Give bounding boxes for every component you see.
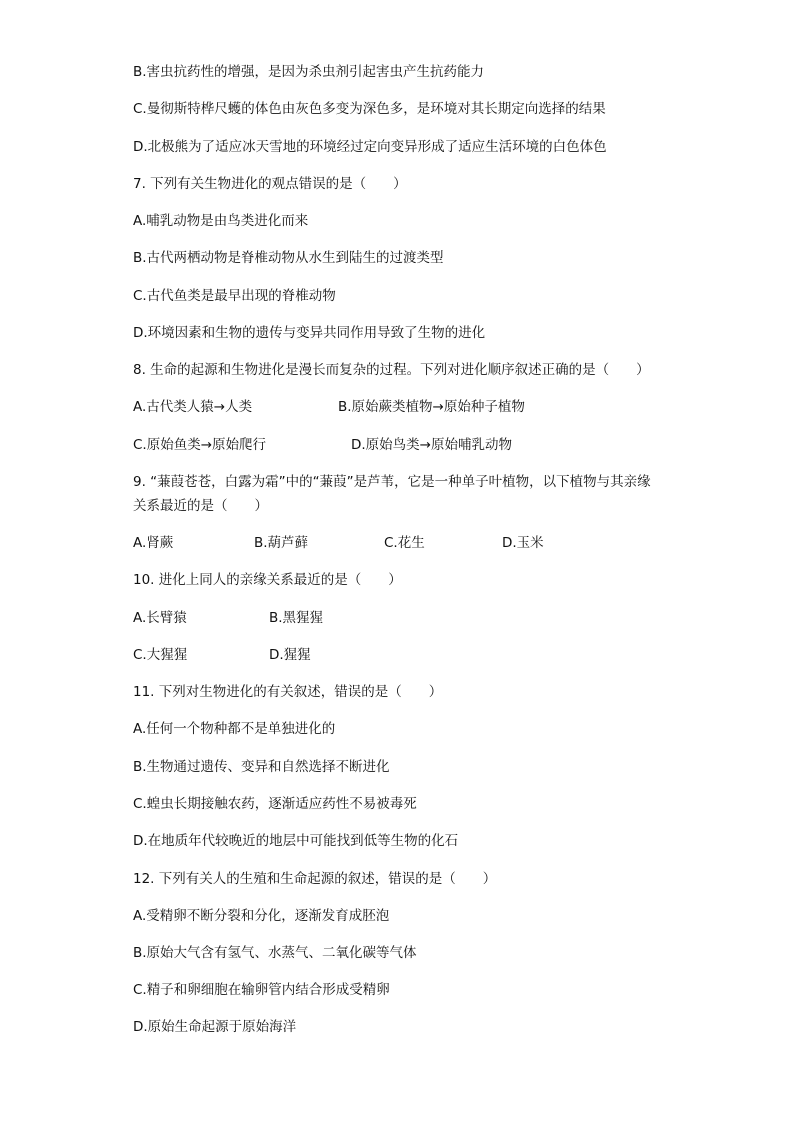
q11-option-a: A.任何一个物种都不是单独进化的 [133,721,336,737]
q7-stem: 7. 下列有关生物进化的观点错误的是（ ） [133,176,407,192]
q7-option-b: B.古代两栖动物是脊椎动物从水生到陆生的过渡类型 [133,250,444,266]
q8-option-b: B.原始蕨类植物→原始种子植物 [338,399,525,415]
prev-option-d: D.北极熊为了适应冰天雪地的环境经过定向变异形成了适应生活环境的白色体色 [133,139,607,155]
q9-stem-line2: 关系最近的是（ ） [133,498,268,514]
q11-option-b: B.生物通过遗传、变异和自然选择不断进化 [133,759,390,775]
q12-option-a: A.受精卵不断分裂和分化，逐渐发育成胚泡 [133,908,390,924]
q10-option-a: A.长臂猿 [133,610,187,626]
q9-stem-line1: 9. “蒹葭苍苍，白露为霜”中的“蒹葭”是芦苇，它是一种单子叶植物，以下植物与其亲缘 [133,474,651,490]
q12-option-b: B.原始大气含有氢气、水蒸气、二氧化碳等气体 [133,945,417,961]
q10-option-d: D.猩猩 [269,647,311,663]
q9-option-a: A.肾蕨 [133,535,174,551]
q9-option-d: D.玉米 [502,535,544,551]
q7-option-d: D.环境因素和生物的遗传与变异共同作用导致了生物的进化 [133,325,486,341]
q7-option-c: C.古代鱼类是最早出现的脊椎动物 [133,288,336,304]
q8-option-d: D.原始鸟类→原始哺乳动物 [351,437,512,453]
q11-stem: 11. 下列对生物进化的有关叙述，错误的是（ ） [133,684,443,700]
prev-option-b: B.害虫抗药性的增强，是因为杀虫剂引起害虫产生抗药能力 [133,64,485,80]
q10-stem: 10. 进化上同人的亲缘关系最近的是（ ） [133,572,402,588]
q11-option-d: D.在地质年代较晚近的地层中可能找到低等生物的化石 [133,833,459,849]
q9-option-c: C.花生 [384,535,425,551]
q12-option-c: C.精子和卵细胞在输卵管内结合形成受精卵 [133,982,390,998]
q11-option-c: C.蝗虫长期接触农药，逐渐适应药性不易被毒死 [133,796,417,812]
q10-option-b: B.黑猩猩 [269,610,324,626]
q7-option-a: A.哺乳动物是由鸟类进化而来 [133,213,309,229]
q8-option-c: C.原始鱼类→原始爬行 [133,437,267,453]
q9-option-b: B.葫芦藓 [254,535,309,551]
q12-option-d: D.原始生命起源于原始海洋 [133,1019,297,1035]
prev-option-c: C.曼彻斯特桦尺蠖的体色由灰色多变为深色多，是环境对其长期定向选择的结果 [133,101,606,117]
q8-option-a: A.古代类人猿→人类 [133,399,253,415]
q12-stem: 12. 下列有关人的生殖和生命起源的叙述，错误的是（ ） [133,871,497,887]
q10-option-c: C.大猩猩 [133,647,188,663]
q8-stem: 8. 生命的起源和生物进化是漫长而复杂的过程。下列对进化顺序叙述正确的是（ ） [133,362,650,378]
